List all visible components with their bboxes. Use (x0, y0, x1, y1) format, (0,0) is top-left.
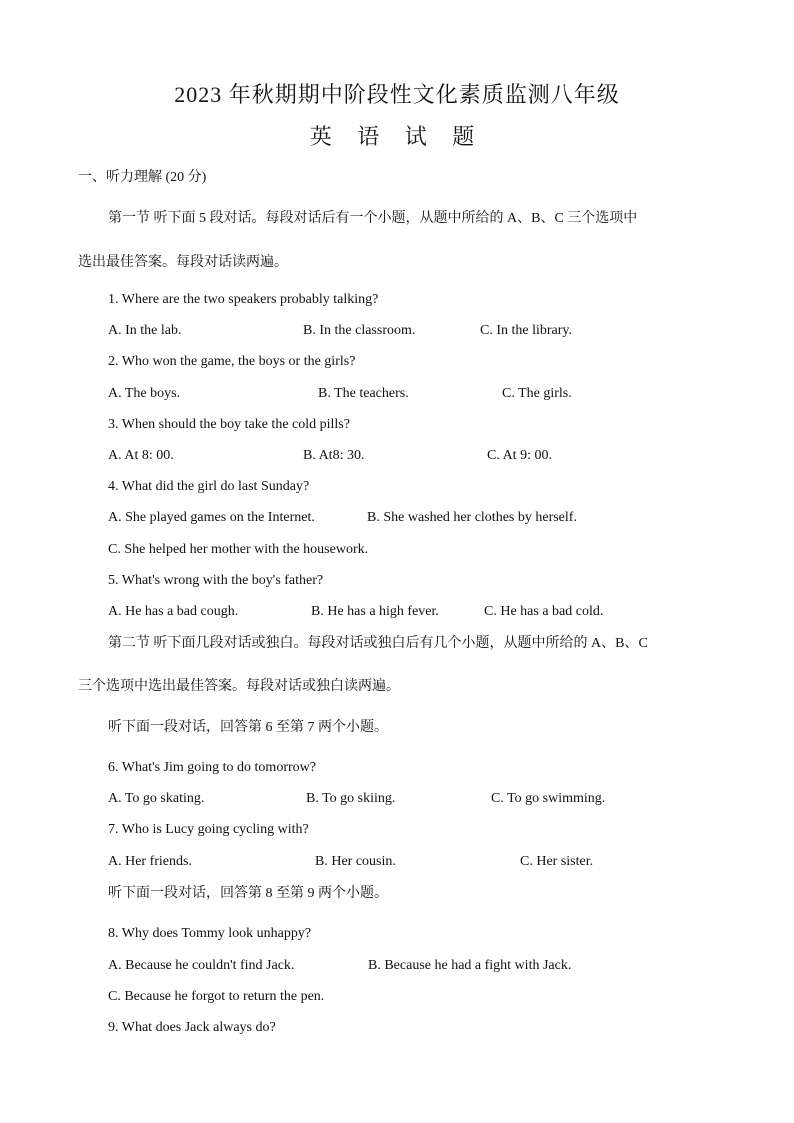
question-9: 9. What does Jack always do? (108, 1020, 276, 1035)
q4-option-a: A. She played games on the Internet. (108, 510, 315, 525)
section1-intro-line2: 选出最佳答案。每段对话读两遍。 (78, 255, 288, 270)
q5-option-c: C. He has a bad cold. (484, 604, 604, 619)
q1-option-b: B. In the classroom. (303, 323, 416, 338)
question-4: 4. What did the girl do last Sunday? (108, 479, 310, 494)
q7-option-b: B. Her cousin. (315, 854, 396, 869)
q4-option-b: B. She washed her clothes by herself. (367, 510, 577, 525)
q1-option-c: C. In the library. (480, 323, 573, 338)
group1-note: 听下面一段对话，回答第 6 至第 7 两个小题。 (108, 720, 388, 735)
q3-option-b: B. At8: 30. (303, 448, 365, 463)
part1-heading: 一、听力理解 (20 分) (78, 170, 207, 185)
q5-option-a: A. He has a bad cough. (108, 604, 239, 619)
q5-option-b: B. He has a high fever. (311, 604, 439, 619)
question-5: 5. What's wrong with the boy's father? (108, 573, 324, 588)
question-3: 3. When should the boy take the cold pills? (108, 417, 350, 432)
exam-title: 2023 年秋期期中阶段性文化素质监测八年级 (174, 82, 620, 107)
q4-option-c: C. She helped her mother with the housework. (108, 542, 369, 557)
group2-note: 听下面一段对话，回答第 8 至第 9 两个小题。 (108, 886, 388, 901)
q8-option-a: A. Because he couldn't find Jack. (108, 958, 295, 973)
question-1: 1. Where are the two speakers probably talking? (108, 292, 379, 307)
question-6: 6. What's Jim going to do tomorrow? (108, 760, 316, 775)
q3-option-a: A. At 8: 00. (108, 448, 174, 463)
q6-option-b: B. To go skiing. (306, 791, 396, 806)
q3-option-c: C. At 9: 00. (487, 448, 552, 463)
q7-option-a: A. Her friends. (108, 854, 192, 869)
q6-option-a: A. To go skating. (108, 791, 205, 806)
section2-intro-line2: 三个选项中选出最佳答案。每段对话或独白读两遍。 (78, 679, 400, 694)
q2-option-c: C. The girls. (502, 386, 572, 401)
q1-option-a: A. In the lab. (108, 323, 182, 338)
question-8: 8. Why does Tommy look unhappy? (108, 926, 312, 941)
q8-option-c: C. Because he forgot to return the pen. (108, 989, 325, 1004)
q8-option-b: B. Because he had a fight with Jack. (368, 958, 572, 973)
question-2: 2. Who won the game, the boys or the girls? (108, 354, 356, 369)
section1-intro-line1: 第一节 听下面 5 段对话。每段对话后有一个小题，从题中所给的 A、B、C 三个选项中 (108, 211, 638, 226)
q2-option-a: A. The boys. (108, 386, 181, 401)
question-7: 7. Who is Lucy going cycling with? (108, 822, 309, 837)
q7-option-c: C. Her sister. (520, 854, 594, 869)
section2-intro-line1: 第二节 听下面几段对话或独白。每段对话或独白后有几个小题，从题中所给的 A、B、C (108, 636, 648, 651)
q2-option-b: B. The teachers. (318, 386, 409, 401)
q6-option-c: C. To go swimming. (491, 791, 606, 806)
subject-title: 英 语 试 题 (309, 124, 485, 149)
